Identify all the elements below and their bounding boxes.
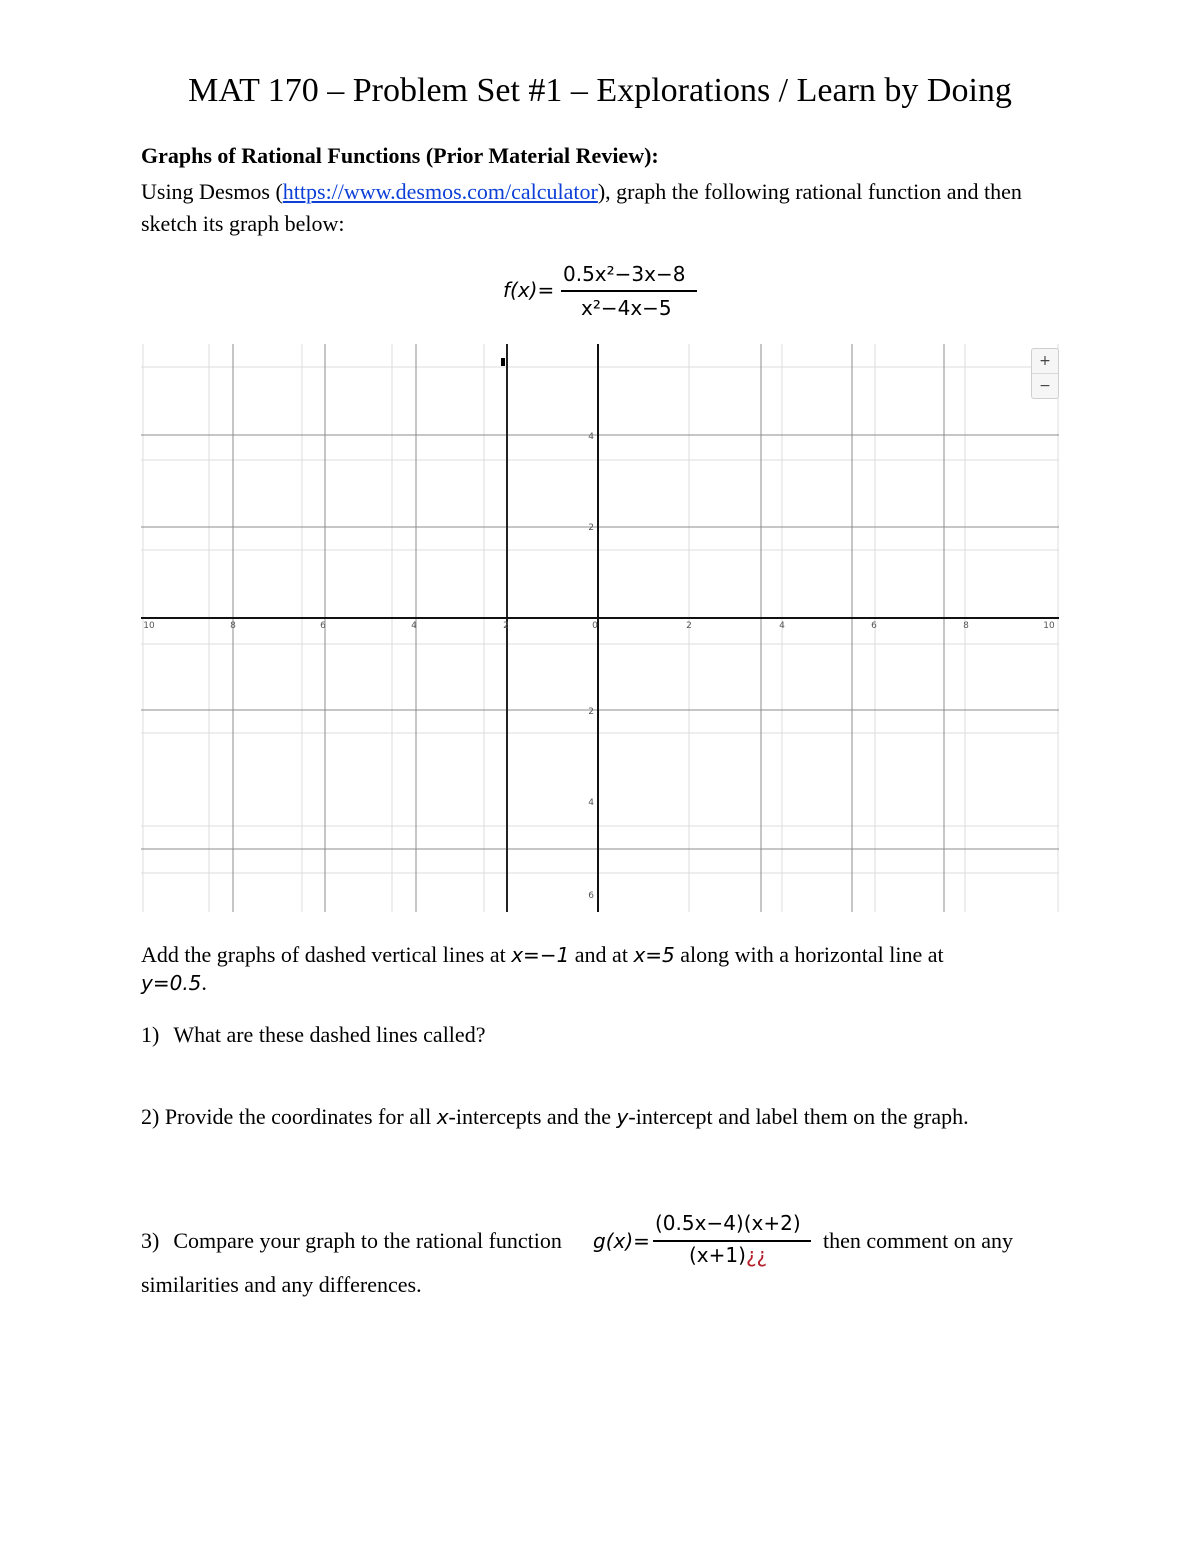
desmos-link[interactable]: https://www.desmos.com/calculator — [282, 179, 598, 204]
intro-text-before-link: Using Desmos ( — [141, 179, 283, 204]
instruction-text-b: and at — [569, 942, 634, 967]
question-2-text-b: -intercepts and the — [448, 1104, 617, 1129]
question-3-line-1 — [141, 1226, 562, 1256]
graph-grid — [141, 344, 1059, 912]
y-tick-label: 4 — [588, 798, 594, 808]
question-1 — [141, 1020, 485, 1050]
instruction-text-c: along with a horizontal line at — [674, 942, 944, 967]
question-1-text: What are these dashed lines called? — [173, 1022, 486, 1047]
formula-g — [593, 1211, 813, 1271]
x-tick-label: 4 — [779, 621, 785, 631]
zoom-in-button[interactable]: + — [1039, 353, 1051, 369]
instruction-text-a: Add the graphs of dashed vertical lines at — [141, 942, 512, 967]
x-tick-label: 4 — [411, 621, 417, 631]
y-tick-labels — [588, 432, 594, 901]
question-2-text-c: -intercept and label them on the graph. — [628, 1104, 969, 1129]
question-1-number: 1) — [141, 1022, 160, 1047]
equation-x-minus-1: x=−1 — [511, 943, 570, 967]
instruction-line-2 — [141, 968, 207, 998]
formula-g-numerator: (0.5x−4)(x+2) — [655, 1211, 801, 1235]
formula-f-denominator: x²−4x−5 — [581, 296, 672, 320]
question-3-number: 3) — [141, 1228, 160, 1253]
equation-x-5: x=5 — [633, 943, 675, 967]
x-tick-label: 6 — [320, 621, 326, 631]
formula-g-denominator-main: (x+1) — [689, 1243, 746, 1267]
question-2 — [141, 1102, 969, 1132]
intro-paragraph — [141, 176, 1061, 240]
question-3-text: Compare your graph to the rational function — [173, 1228, 562, 1253]
section-heading: Graphs of Rational Functions (Prior Material Review): — [141, 143, 659, 168]
x-tick-label: 6 — [871, 621, 877, 631]
zoom-out-button[interactable]: − — [1032, 373, 1058, 398]
x-tick-labels — [143, 621, 1055, 631]
formula-g-render-glitch: ¿¿ — [745, 1243, 768, 1267]
instruction-period: . — [201, 970, 207, 995]
x-tick-label: 2 — [503, 621, 509, 631]
formula-g-fraction-bar — [653, 1240, 811, 1242]
question-2-x: x — [436, 1105, 449, 1129]
page-title: MAT 170 – Problem Set #1 – Explorations / Learn by Doing — [188, 72, 1012, 109]
x-tick-label: 8 — [230, 621, 236, 631]
formula-g-lhs: g(x)= — [593, 1229, 650, 1253]
y-tick-label: 2 — [588, 707, 594, 717]
cursor-mark — [501, 358, 505, 366]
y-tick-label: 2 — [588, 523, 594, 533]
instruction-line-1 — [141, 940, 944, 970]
minor-grid-lines — [141, 344, 1059, 912]
x-tick-label: 10 — [143, 621, 155, 631]
x-tick-label: 2 — [686, 621, 692, 631]
formula-f-fraction-bar — [561, 290, 697, 292]
question-2-y: y — [616, 1105, 629, 1129]
equation-y-0-5: y=0.5 — [141, 971, 202, 995]
x-tick-label: 10 — [1043, 621, 1055, 631]
question-2-text-a: 2) Provide the coordinates for all — [141, 1104, 437, 1129]
question-3-line-2: similarities and any differences. — [141, 1272, 422, 1297]
question-3-after: then comment on any — [823, 1228, 1014, 1253]
intro-text-after-link: ), graph the following rational function and then sketch its graph below: — [141, 179, 1022, 236]
x-tick-label: 0 — [592, 621, 598, 631]
y-tick-label: 4 — [588, 432, 594, 442]
formula-f-numerator: 0.5x²−3x−8 — [563, 262, 686, 286]
zoom-controls — [1031, 348, 1059, 399]
x-tick-label: 8 — [963, 621, 969, 631]
formula-f-lhs: f(x)= — [503, 278, 555, 302]
y-tick-label: 6 — [588, 891, 594, 901]
major-grid-lines — [141, 344, 1059, 912]
formula-g-denominator — [689, 1243, 767, 1267]
